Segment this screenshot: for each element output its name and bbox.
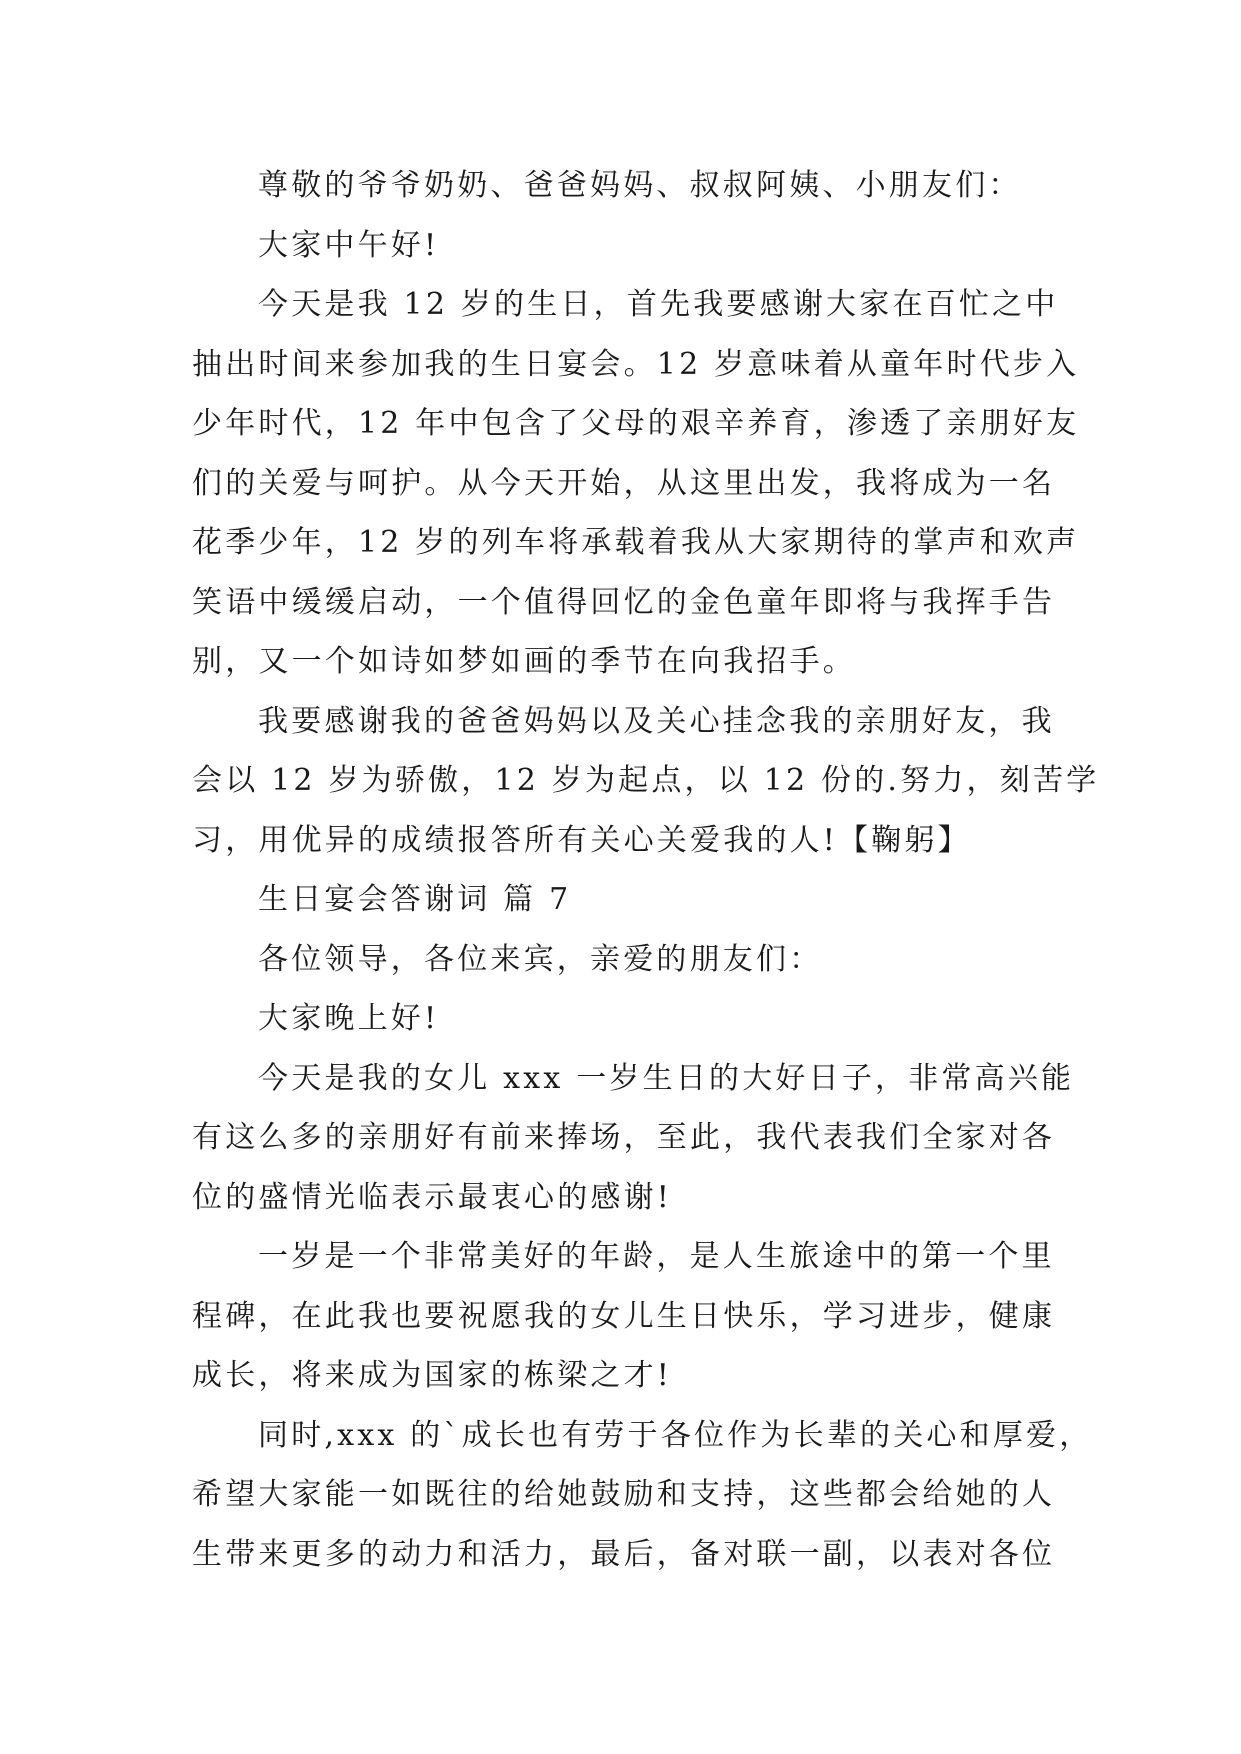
paragraph-birthday-intro: [192, 275, 1080, 692]
text-line: 同时,xxx 的`成长也有劳于各位作为长辈的关心和厚爱，: [258, 1417, 1093, 1453]
text-line: 今天是我 12 岁的生日，首先我要感谢大家在百忙之中: [258, 287, 1059, 322]
paragraph-greeting: [192, 156, 1050, 216]
section-title: 生日宴会答谢词 篇 7: [258, 882, 572, 917]
text-line: 习，用优异的成绩报答所有关心关爱我的人!【鞠躬】: [192, 822, 971, 858]
text-line: 一岁是一个非常美好的年龄，是人生旅途中的第一个里: [258, 1239, 1055, 1274]
text-line: 尊敬的爷爷奶奶、爸爸妈妈、叔叔阿姨、小朋友们：: [258, 168, 1022, 203]
text-line: 会以 12 岁为骄傲，12 岁为起点，以 12 份的.努力，刻苦学: [192, 763, 1100, 798]
paragraph-daughter-birthday: [192, 1049, 1075, 1228]
paragraph-greeting-2: [192, 930, 1050, 990]
text-line: 们的关爱与呵护。从今天开始，从这里出发，我将成为一名: [192, 465, 1056, 501]
text-line: 大家晚上好!: [258, 1001, 440, 1036]
paragraph-salutation: [192, 216, 1050, 276]
text-line: 我要感谢我的爸爸妈妈以及关心挂念我的亲朋好友，我: [258, 703, 1055, 739]
text-line: 抽出时间来参加我的生日宴会。12 岁意味着从童年时代步入: [192, 346, 1080, 382]
paragraph-salutation-2: [192, 989, 1050, 1049]
text-line: 生带来更多的动力和活力，最后，备对联一副，以表对各位: [192, 1536, 1056, 1572]
text-line: 花季少年，12 岁的列车将承载着我从大家期待的掌声和欢声: [192, 525, 1080, 560]
text-line: 成长，将来成为国家的栋梁之才!: [192, 1358, 673, 1393]
text-line: 希望大家能一如既往的给她鼓励和支持，这些都会给她的人: [192, 1477, 1056, 1512]
text-line: 大家中午好!: [258, 227, 440, 263]
text-line: 位的盛情光临表示最衷心的感谢!: [192, 1179, 673, 1215]
document-body: [192, 156, 1100, 1584]
text-line: 今天是我的女儿 xxx 一岁生日的大好日子，非常高兴能: [258, 1060, 1075, 1096]
text-line: 有这么多的亲朋好有前来捧场，至此，我代表我们全家对各: [192, 1120, 1056, 1155]
section-heading: [192, 870, 1050, 930]
text-line: 各位领导，各位来宾，亲爱的朋友们：: [258, 941, 823, 977]
text-line: 少年时代，12 年中包含了父母的艰辛养育，渗透了亲朋好友: [192, 406, 1080, 441]
text-line: 别，又一个如诗如梦如画的季节在向我招手。: [192, 644, 856, 679]
paragraph-thanks-parents: [192, 692, 1100, 871]
text-line: 笑语中缓缓启动，一个值得回忆的金色童年即将与我挥手告: [192, 584, 1056, 620]
paragraph-gratitude-elders: [192, 1406, 1093, 1585]
text-line: 程碑，在此我也要祝愿我的女儿生日快乐，学习进步，健康: [192, 1298, 1056, 1334]
paragraph-one-year: [192, 1227, 1056, 1406]
